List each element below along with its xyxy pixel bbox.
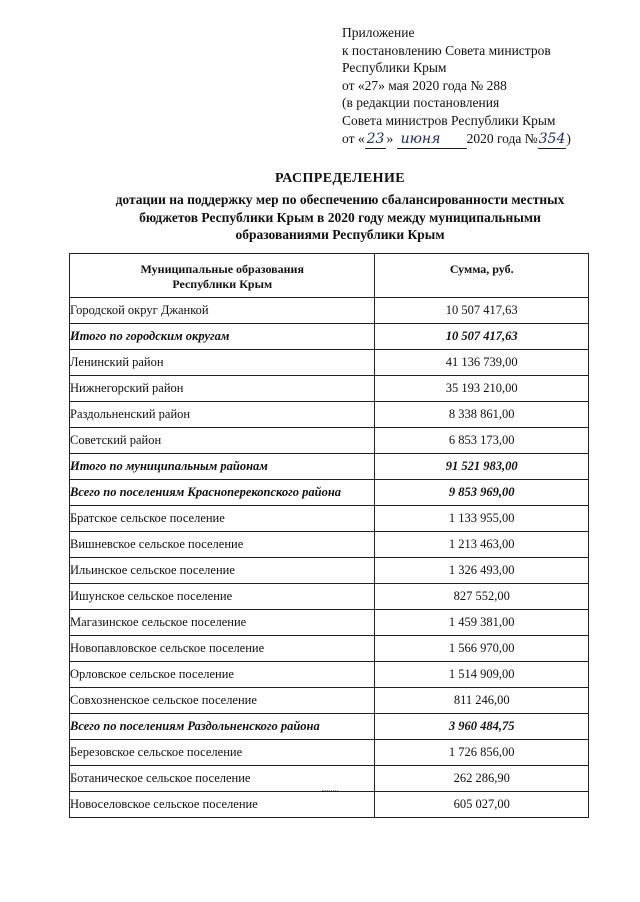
document-subtitle: [40, 191, 640, 244]
cell-sum: 41 136 739,00: [375, 350, 589, 376]
revision-quote: »: [386, 130, 394, 146]
cell-sum: 262 286,90: [375, 766, 589, 792]
revision-year: 2020 года №: [466, 130, 538, 146]
cell-sum: 811 246,00: [375, 688, 589, 714]
cell-municipality: Ботаническое сельское поселение: [70, 766, 375, 792]
header-municipality: [70, 254, 375, 298]
cell-municipality: Всего по поселениям Красноперекопского района: [70, 480, 375, 506]
cell-municipality: Братское сельское поселение: [70, 506, 375, 532]
table-row: [70, 662, 589, 688]
cell-sum: 1 566 970,00: [375, 636, 589, 662]
table-total-row: [70, 324, 589, 350]
cell-municipality: Орловское сельское поселение: [70, 662, 375, 688]
cell-municipality: Итого по муниципальным районам: [70, 454, 375, 480]
cell-sum: 10 507 417,63: [375, 298, 589, 324]
handwritten-month: июня: [397, 131, 467, 150]
appendix-line: к постановлению Совета министров: [342, 42, 551, 58]
table-row: [70, 350, 589, 376]
table-row: [70, 558, 589, 584]
table-row: [70, 688, 589, 714]
appendix-block: [342, 24, 632, 149]
cell-sum: 1 326 493,00: [375, 558, 589, 584]
cell-municipality: Всего по поселениям Раздольненского района: [70, 714, 375, 740]
subtitle-line: дотации на поддержку мер по обеспечению сбалансированности местных: [115, 192, 565, 207]
cell-municipality: Новоселовское сельское поселение: [70, 792, 375, 818]
revision-prefix: от «: [342, 130, 365, 146]
table-row: [70, 584, 589, 610]
table-row: [70, 636, 589, 662]
handwritten-day: 23: [365, 131, 387, 150]
cell-sum: 1 459 381,00: [375, 610, 589, 636]
cell-municipality: Магазинское сельское поселение: [70, 610, 375, 636]
table-total-row: [70, 714, 589, 740]
distribution-table: [69, 253, 589, 818]
cell-sum: 1 213 463,00: [375, 532, 589, 558]
cell-municipality: Ленинский район: [70, 350, 375, 376]
table-row: [70, 532, 589, 558]
cell-sum: 91 521 983,00: [375, 454, 589, 480]
cell-sum: 10 507 417,63: [375, 324, 589, 350]
table-total-row: [70, 480, 589, 506]
header-municipality-line2: Республики Крым: [172, 277, 273, 291]
cell-municipality: Ишунское сельское поселение: [70, 584, 375, 610]
cell-sum: 1 514 909,00: [375, 662, 589, 688]
appendix-line: от «27» мая 2020 года № 288: [342, 77, 507, 93]
table-total-row: [70, 454, 589, 480]
appendix-line: Республики Крым: [342, 60, 447, 76]
table-row: [70, 792, 589, 818]
table-row: [70, 506, 589, 532]
scan-mark: [322, 790, 338, 795]
table-row: [70, 376, 589, 402]
handwritten-number: 354: [538, 131, 567, 150]
table-row: [70, 428, 589, 454]
appendix-revision-line: [342, 130, 632, 150]
cell-municipality: Совхозненское сельское поселение: [70, 688, 375, 714]
cell-sum: 1 726 856,00: [375, 740, 589, 766]
table-row: [70, 610, 589, 636]
cell-municipality: Березовское сельское поселение: [70, 740, 375, 766]
table-row: [70, 298, 589, 324]
cell-municipality: Раздольненский район: [70, 402, 375, 428]
cell-sum: 6 853 173,00: [375, 428, 589, 454]
revision-suffix: ): [566, 130, 571, 146]
cell-municipality: Итого по городским округам: [70, 324, 375, 350]
table-row: [70, 402, 589, 428]
appendix-line: (в редакции постановления: [342, 95, 500, 111]
table-body: [70, 298, 589, 818]
cell-sum: 9 853 969,00: [375, 480, 589, 506]
appendix-line: Приложение: [342, 25, 415, 40]
subtitle-line: образованиями Республики Крым: [235, 227, 445, 242]
header-sum: Сумма, руб.: [375, 254, 589, 298]
document-title: РАСПРЕДЕЛЕНИЕ: [275, 171, 405, 186]
table-row: [70, 766, 589, 792]
header-municipality-line1: Муниципальные образования: [140, 262, 304, 276]
cell-sum: 1 133 955,00: [375, 506, 589, 532]
cell-municipality: Нижнегорский район: [70, 376, 375, 402]
cell-sum: 827 552,00: [375, 584, 589, 610]
cell-municipality: Ильинское сельское поселение: [70, 558, 375, 584]
cell-sum: 3 960 484,75: [375, 714, 589, 740]
cell-municipality: Советский район: [70, 428, 375, 454]
cell-municipality: Новопавловское сельское поселение: [70, 636, 375, 662]
cell-municipality: Городской округ Джанкой: [70, 298, 375, 324]
cell-sum: 35 193 210,00: [375, 376, 589, 402]
appendix-line: Совета министров Республики Крым: [342, 112, 556, 128]
subtitle-line: бюджетов Республики Крым в 2020 году между муниципальными: [139, 209, 541, 225]
cell-sum: 8 338 861,00: [375, 402, 589, 428]
table-header-row: [70, 254, 589, 298]
table-row: [70, 740, 589, 766]
cell-sum: 605 027,00: [375, 792, 589, 818]
cell-municipality: Вишневское сельское поселение: [70, 532, 375, 558]
